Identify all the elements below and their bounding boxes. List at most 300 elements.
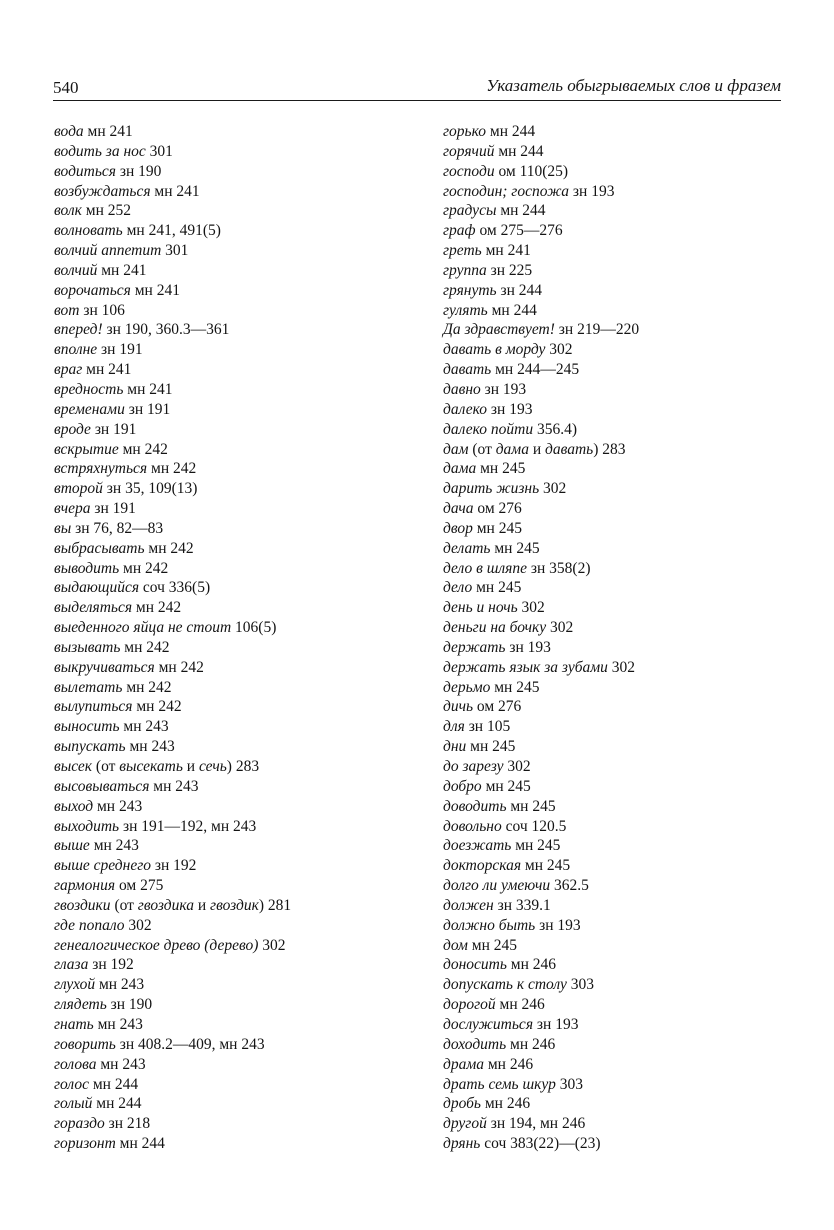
entry-reference: мн 245 — [506, 797, 556, 815]
entry-reference: мн 245 — [490, 539, 540, 557]
index-entry — [54, 836, 424, 856]
index-entry — [443, 598, 813, 618]
entry-term: временами — [54, 400, 125, 418]
entry-reference: мн 252 — [81, 202, 132, 220]
entry-reference: мн 245 — [490, 678, 540, 696]
entry-reference: мн 242 — [118, 440, 168, 458]
entry-reference: ом 276 — [473, 500, 522, 518]
entry-reference: зн 193 — [535, 916, 581, 934]
entry-term: вполне — [54, 341, 98, 359]
entry-term: голова — [54, 1055, 97, 1073]
entry-term: вроде — [54, 420, 91, 438]
entry-term: выносить — [54, 718, 120, 736]
entry-reference: мн 243 — [119, 718, 169, 736]
index-entry — [54, 936, 424, 956]
entry-term: гораздо — [54, 1115, 105, 1133]
index-entry — [443, 301, 813, 321]
index-entry — [443, 201, 813, 221]
index-entry — [443, 618, 813, 638]
entry-term: держать — [443, 638, 506, 656]
index-entry — [54, 499, 424, 519]
entry-reference: ом 275 — [115, 877, 164, 895]
page-header — [53, 74, 781, 101]
entry-reference: 303 — [566, 976, 594, 994]
index-entry — [443, 320, 813, 340]
entry-reference: зн 191—192, мн 243 — [119, 817, 257, 835]
entry-reference: мн 244 — [496, 202, 546, 220]
index-entry — [443, 737, 813, 757]
entry-term: высек — [54, 758, 93, 775]
entry-reference: зн 190 — [116, 162, 162, 180]
index-entry — [54, 1035, 424, 1055]
index-entry — [443, 1075, 813, 1095]
entry-term: вчера — [54, 500, 91, 518]
entry-term: волновать — [54, 222, 123, 240]
index-entry — [54, 559, 424, 579]
index-entry — [443, 539, 813, 559]
entry-reference: зн 191 — [90, 420, 137, 438]
index-entry — [443, 340, 813, 360]
index-column-right — [443, 122, 813, 1154]
index-entry — [54, 757, 424, 777]
entry-term: глядеть — [54, 996, 107, 1014]
entry-term: сечь — [198, 758, 227, 775]
entry-reference: соч 336(5) — [139, 579, 211, 597]
entry-reference: мн 242 — [122, 678, 172, 696]
index-column-left — [54, 122, 424, 1154]
entry-reference: зн 190 — [106, 996, 153, 1014]
entry-term: встряхнуться — [54, 460, 148, 478]
entry-reference: мн 244 — [92, 1095, 142, 1113]
index-entry — [443, 757, 813, 777]
entry-term: драма — [443, 1055, 484, 1073]
entry-term: где попало — [54, 916, 125, 934]
index-entry — [54, 995, 424, 1015]
entry-term: грянуть — [443, 281, 497, 299]
index-entry — [443, 777, 813, 797]
index-entry — [443, 975, 813, 995]
entry-reference: 302 — [539, 480, 567, 498]
page-number: 540 — [53, 78, 79, 97]
entry-term: гулять — [443, 301, 488, 319]
entry-reference: мн 245 — [466, 738, 516, 756]
index-entry — [54, 301, 424, 321]
index-entry — [54, 658, 424, 678]
index-entry — [443, 499, 813, 519]
entry-term: давать — [443, 361, 492, 379]
entry-reference: мн 243 — [96, 1055, 146, 1073]
entry-reference: зн 339.1 — [493, 896, 551, 914]
entry-term: дом — [443, 936, 468, 954]
entry-reference: мн 243 — [89, 837, 139, 855]
entry-reference: мн 245 — [472, 579, 522, 597]
entry-term: делать — [443, 539, 491, 557]
index-entry — [443, 658, 813, 678]
index-entry — [54, 201, 424, 221]
entry-term: вылупиться — [54, 698, 133, 716]
entry-reference: зн 225 — [486, 261, 533, 279]
entry-term: выделяться — [54, 599, 133, 617]
entry-reference: зн 192 — [151, 857, 197, 875]
entry-reference: 302 — [517, 599, 545, 617]
entry-term: деньги на бочку — [443, 619, 547, 637]
entry-term: давать в морду — [443, 341, 546, 359]
entry-term: давно — [443, 380, 481, 398]
entry-reference: мн 244 — [494, 142, 544, 160]
entry-reference: 301 — [145, 142, 173, 160]
entry-reference: мн 245 — [521, 857, 571, 875]
entry-term: до зарезу — [443, 758, 504, 775]
entry-reference: мн 243 — [149, 777, 199, 795]
entry-term: вызывать — [54, 638, 121, 656]
index-entry — [54, 678, 424, 698]
index-entry — [54, 578, 424, 598]
entry-term: горячий — [443, 142, 495, 160]
index-entry — [443, 459, 813, 479]
entry-reference: зн 219—220 — [554, 321, 640, 339]
index-entry — [54, 1094, 424, 1114]
entry-term: далеко пойти — [443, 420, 534, 438]
index-entry — [54, 459, 424, 479]
entry-reference: мн 246 — [506, 1035, 556, 1053]
entry-term: ворочаться — [54, 281, 131, 299]
entry-reference: зн 193 — [480, 380, 527, 398]
index-entry — [54, 479, 424, 499]
entry-reference: мн 243 — [125, 738, 175, 756]
entry-term: выдающийся — [54, 579, 140, 597]
entry-term: выше среднего — [54, 857, 152, 875]
entry-reference: зн 190, 360.3—361 — [102, 321, 230, 339]
entry-term: далеко — [443, 400, 488, 418]
entry-term: возбуждаться — [54, 182, 151, 200]
entry-reference: зн 194, мн 246 — [486, 1115, 586, 1133]
entry-term: горизонт — [54, 1135, 116, 1153]
index-entry — [54, 896, 424, 916]
entry-reference: мн 241 — [150, 182, 200, 200]
index-entry — [54, 420, 424, 440]
entry-reference: зн 191 — [97, 341, 143, 359]
entry-reference: 362.5 — [550, 877, 589, 895]
entry-reference: зн 218 — [104, 1115, 151, 1133]
index-entry — [54, 182, 424, 202]
entry-term: дело — [443, 579, 473, 597]
entry-term: допускать к столу — [443, 976, 567, 994]
entry-reference: мн 246 — [483, 1055, 534, 1073]
entry-term: вы — [54, 519, 72, 537]
index-entry — [54, 777, 424, 797]
entry-term: водить за нос — [54, 142, 146, 160]
index-entry — [443, 559, 813, 579]
entry-term: дам — [443, 440, 469, 458]
index-entry — [443, 1055, 813, 1075]
entry-term: доезжать — [443, 837, 512, 855]
entry-reference: мн 244 — [486, 123, 536, 140]
index-entry — [443, 856, 813, 876]
entry-reference: мн 243 — [95, 976, 145, 994]
entry-reference: мн 242 — [154, 658, 204, 676]
entry-term: вот — [54, 301, 80, 319]
entry-reference: 302 — [124, 916, 152, 934]
entry-term: гвоздик — [210, 896, 259, 914]
entry-term: добро — [443, 777, 482, 795]
index-entry — [54, 281, 424, 301]
entry-reference: мн 244 — [487, 301, 537, 319]
entry-term: генеалогическое древо (дерево) — [54, 936, 259, 954]
index-entry — [443, 578, 813, 598]
index-entry — [443, 182, 813, 202]
index-entry — [443, 281, 813, 301]
entry-term: доводить — [443, 797, 507, 815]
entry-term: группа — [443, 261, 487, 279]
index-entry — [443, 519, 813, 539]
entry-reference: мн 243 — [93, 1015, 143, 1033]
entry-term: двор — [443, 519, 473, 537]
entry-reference: мн 241, 491(5) — [122, 222, 221, 240]
index-entry — [443, 122, 813, 142]
entry-reference: ) 283 — [593, 440, 626, 458]
entry-term: второй — [54, 480, 103, 498]
entry-term: вперед! — [54, 321, 103, 339]
index-entry — [443, 955, 813, 975]
index-entry — [443, 638, 813, 658]
entry-term: давать — [545, 440, 594, 458]
entry-reference: и — [182, 758, 199, 775]
index-entry — [443, 717, 813, 737]
entry-reference: мн 241 — [97, 261, 147, 279]
entry-term: гвоздика — [137, 896, 194, 914]
entry-reference: зн 191 — [90, 500, 136, 518]
entry-reference: зн 193 — [569, 182, 615, 200]
entry-term: горько — [443, 123, 487, 140]
entry-term: выходить — [54, 817, 120, 835]
entry-reference: и — [528, 440, 545, 458]
entry-reference: 303 — [555, 1075, 583, 1093]
entry-term: волк — [54, 202, 82, 220]
index-entry — [54, 1134, 424, 1154]
entry-reference: мн 245 — [467, 936, 518, 954]
index-entry — [443, 836, 813, 856]
index-entry — [54, 916, 424, 936]
entry-reference: ом 276 — [473, 698, 522, 716]
entry-term: говорить — [54, 1035, 116, 1053]
index-entry — [54, 598, 424, 618]
entry-reference: мн 245 — [481, 777, 531, 795]
index-entry — [54, 221, 424, 241]
entry-term: должен — [443, 896, 494, 914]
entry-term: греть — [443, 242, 482, 260]
index-entry — [54, 142, 424, 162]
index-entry — [54, 261, 424, 281]
entry-reference: (от — [468, 440, 496, 458]
index-entry — [54, 638, 424, 658]
entry-reference: зн 105 — [464, 718, 511, 736]
index-entry — [443, 479, 813, 499]
index-entry — [54, 162, 424, 182]
entry-reference: ) 281 — [258, 896, 292, 914]
index-entry — [54, 737, 424, 757]
entry-reference: мн 245 — [472, 519, 522, 537]
entry-term: господин; госпожа — [443, 182, 570, 200]
entry-term: гармония — [54, 877, 116, 895]
entry-reference: зн 76, 82—83 — [71, 519, 164, 537]
index-entry — [54, 1075, 424, 1095]
index-entry — [443, 400, 813, 420]
index-entry — [54, 122, 424, 142]
entry-term: дрянь — [443, 1135, 481, 1153]
entry-reference: ом 275—276 — [475, 222, 563, 240]
index-entry — [54, 320, 424, 340]
index-entry — [54, 340, 424, 360]
entry-reference: мн 241 — [123, 380, 173, 398]
entry-reference: зн 193 — [487, 400, 533, 418]
entry-reference: зн 106 — [79, 301, 125, 319]
entry-reference: 356.4) — [533, 420, 578, 438]
entry-term: вредность — [54, 380, 124, 398]
entry-reference: мн 241 — [481, 242, 531, 260]
index-entry — [54, 380, 424, 400]
index-entry — [54, 817, 424, 837]
index-entry — [443, 261, 813, 281]
index-entry — [443, 142, 813, 162]
index-entry — [443, 440, 813, 460]
entry-term: держать язык за зубами — [443, 658, 608, 676]
index-entry — [54, 1055, 424, 1075]
entry-term: выеденного яйца не стоит — [54, 619, 232, 637]
index-entry — [443, 876, 813, 896]
index-entry — [443, 916, 813, 936]
entry-term: день и ночь — [443, 599, 518, 617]
entry-reference: мн 245 — [476, 460, 526, 478]
entry-reference: (от — [110, 896, 138, 914]
index-entry — [54, 797, 424, 817]
entry-term: водиться — [54, 162, 116, 180]
entry-reference: мн 241 — [130, 281, 180, 299]
index-entry — [54, 856, 424, 876]
entry-term: гнать — [54, 1015, 94, 1033]
index-entry — [54, 1015, 424, 1035]
entry-term: вскрытие — [54, 440, 119, 458]
entry-reference: мн 242 — [119, 559, 169, 577]
entry-term: дама — [495, 440, 529, 458]
entry-term: выход — [54, 797, 94, 815]
entry-term: дробь — [443, 1095, 481, 1113]
entry-term: граф — [443, 222, 476, 240]
entry-term: выводить — [54, 559, 120, 577]
entry-term: волчий — [54, 261, 98, 279]
entry-reference: мн 245 — [511, 837, 561, 855]
entry-reference: мн 241 — [82, 361, 132, 379]
entry-term: дело в шляпе — [443, 559, 527, 577]
index-entry — [54, 975, 424, 995]
entry-reference: мн 246 — [495, 996, 545, 1014]
entry-reference: мн 242 — [144, 539, 194, 557]
index-entry — [54, 876, 424, 896]
entry-term: высекать — [119, 758, 183, 775]
entry-reference: ) 283 — [226, 758, 260, 775]
entry-term: для — [443, 718, 465, 736]
entry-reference: мн 243 — [93, 797, 143, 815]
entry-reference: мн 246 — [481, 1095, 531, 1113]
index-entry — [443, 1015, 813, 1035]
index-entry — [443, 797, 813, 817]
entry-term: докторская — [443, 857, 522, 875]
running-title: Указатель обыгрываемых слов и фразем — [486, 76, 781, 95]
entry-reference: мн 244 — [89, 1075, 139, 1093]
entry-reference: соч 383(22)—(23) — [480, 1135, 601, 1153]
index-entry — [443, 241, 813, 261]
entry-term: враг — [54, 361, 83, 379]
entry-reference: 302 — [258, 936, 286, 954]
entry-term: господи — [443, 162, 495, 180]
entry-term: гвоздики — [54, 896, 111, 914]
index-entry — [443, 896, 813, 916]
index-entry — [54, 241, 424, 261]
index-entry — [443, 817, 813, 837]
entry-reference: мн 242 — [147, 460, 197, 478]
index-entry — [443, 420, 813, 440]
index-entry — [443, 936, 813, 956]
entry-term: выпускать — [54, 738, 126, 756]
entry-reference: (от — [92, 758, 120, 775]
entry-term: голос — [54, 1075, 89, 1093]
index-entry — [443, 1035, 813, 1055]
entry-term: дама — [443, 460, 477, 478]
entry-term: вылетать — [54, 678, 123, 696]
index-entry — [443, 995, 813, 1015]
entry-reference: зн 244 — [496, 281, 543, 299]
entry-term: дни — [443, 738, 467, 756]
entry-reference: мн 241 — [83, 123, 133, 140]
entry-term: доносить — [443, 956, 507, 974]
index-entry — [443, 678, 813, 698]
entry-term: другой — [443, 1115, 487, 1133]
entry-term: голый — [54, 1095, 93, 1113]
entry-term: выше — [54, 837, 90, 855]
entry-term: дарить жизнь — [443, 480, 540, 498]
index-entry — [443, 360, 813, 380]
index-entry — [443, 697, 813, 717]
entry-term: драть семь шкур — [443, 1075, 556, 1093]
index-entry — [54, 440, 424, 460]
entry-reference: и — [193, 896, 211, 914]
entry-term: дорогой — [443, 996, 496, 1014]
entry-reference: 106(5) — [231, 619, 277, 637]
index-entry — [54, 618, 424, 638]
entry-term: глухой — [54, 976, 96, 994]
entry-term: дерьмо — [443, 678, 491, 696]
entry-reference: зн 193 — [505, 638, 551, 656]
entry-term: дача — [443, 500, 474, 518]
entry-reference: зн 193 — [533, 1015, 579, 1033]
entry-term: дичь — [443, 698, 474, 716]
index-entry — [54, 1114, 424, 1134]
entry-reference: мн 242 — [132, 698, 182, 716]
entry-term: долго ли умеючи — [443, 877, 551, 895]
entry-reference: мн 244 — [115, 1135, 165, 1153]
entry-reference: зн 408.2—409, мн 243 — [115, 1035, 265, 1053]
index-entry — [443, 1094, 813, 1114]
index-entry — [443, 1134, 813, 1154]
entry-reference: зн 358(2) — [527, 559, 591, 577]
index-entry — [443, 221, 813, 241]
entry-reference: соч 120.5 — [501, 817, 567, 835]
entry-reference: 302 — [607, 658, 636, 676]
index-entry — [443, 162, 813, 182]
index-entry — [54, 697, 424, 717]
entry-term: глаза — [54, 956, 89, 974]
index-entry — [54, 360, 424, 380]
index-entry — [54, 717, 424, 737]
